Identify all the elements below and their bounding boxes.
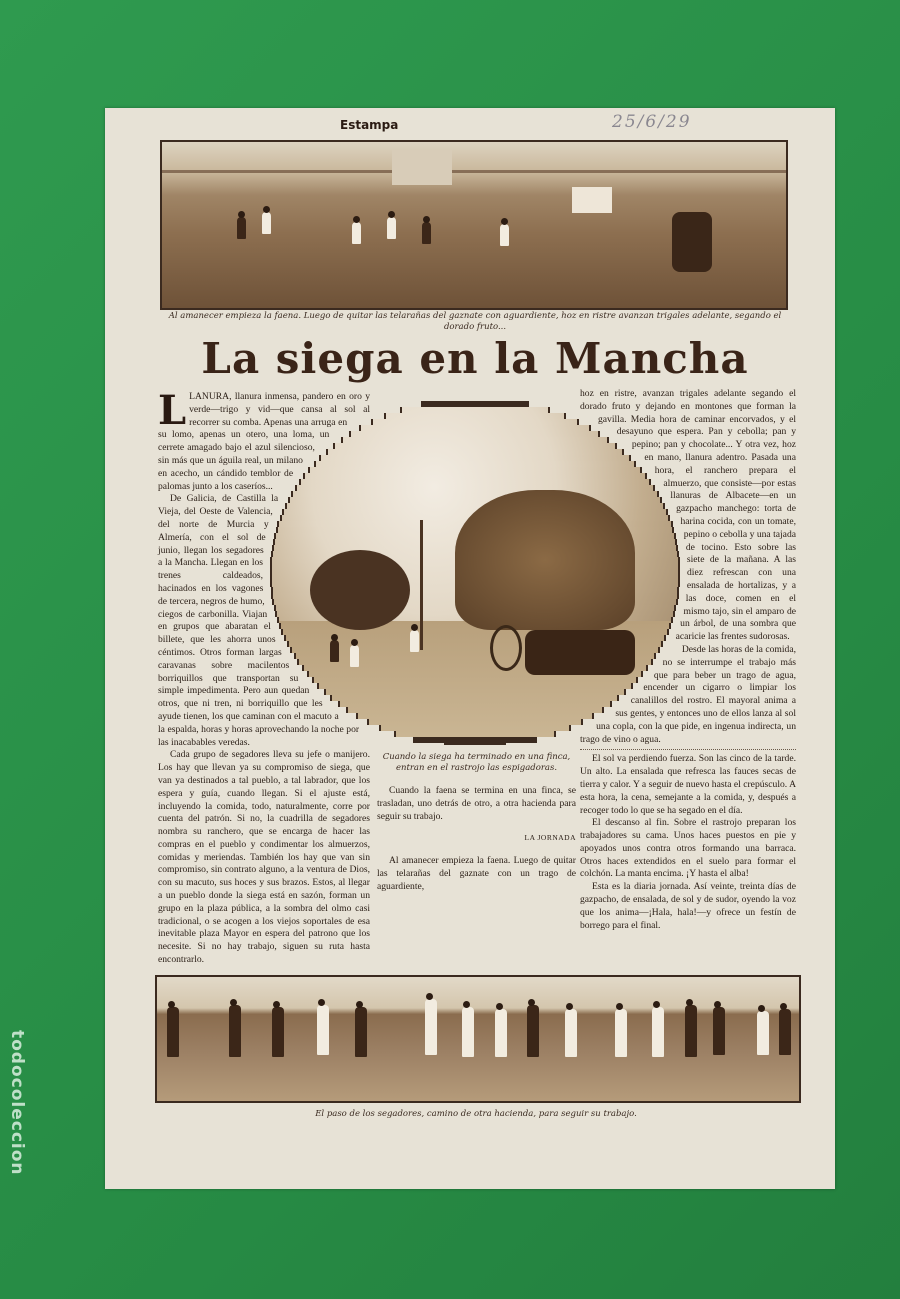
heading-block <box>160 311 790 384</box>
top-photo-caption: Al amanecer empieza la faena. Luego de quitar las telarañas del gaznate con aguardiente, hoz en ristre avanzan trigales adelante, segando el dorado fruto... <box>168 311 782 332</box>
paragraph: Cuando la faena se termina en una finca, se trasladan, uno detrás de otro, a otra hacienda para seguir su trabajo. <box>377 785 576 822</box>
section-heading: LA JORNADA <box>524 833 576 843</box>
top-photo-harvest-field <box>160 140 788 310</box>
bottom-photo-caption: El paso de los segadores, camino de otra hacienda, para seguir su trabajo. <box>315 1109 637 1119</box>
oval-photo-pole <box>420 520 423 650</box>
paragraph: LANURA, llanura inmensa, pandero en oro y verde—trigo y vid—que cansa al sol al recorrer su comba. Apenas una arruga en su lomo, apenas un otero, una loma, un cerrete amagado bajo el azul silencioso, sin más que un águila real, un milano en acecho, un cándido temblor de palomas junto a los caseríos... <box>158 391 370 492</box>
oval-photo-figure <box>350 645 359 667</box>
paragraph: El descanso al fin. Sobre el rastrojo preparan los trabajadores su cama. Unos haces puestos en pie y apoyados unos contra otros formando una barraca. Otros haces extendidos en el suelo para formar el colchón. La manta encima. ¡Y hasta el alba! <box>580 817 796 880</box>
paragraph: El sol va perdiendo fuerza. Son las cinco de la tarde. Un alto. La ensalada que refresca las fauces secas de tierra y calor. Y a seguir de nuevo hasta el crepúsculo. A esta hora, la cena, semejante a la comida, y, después a recoger todo lo que se ha segado en el día. <box>580 753 796 816</box>
oval-photo-caption: Cuando la siega ha terminado en una finca, entran en el rastrojo las espigadoras. <box>382 752 571 773</box>
oval-photo-figure <box>330 640 339 662</box>
oval-photo-figure <box>410 630 419 652</box>
center-column <box>377 752 576 894</box>
masthead: Estampa <box>340 118 399 132</box>
drop-cap: L <box>158 387 187 434</box>
paragraph: Esta es la diaria jornada. Así veinte, treinta días de gazpacho, de ensalada, de sol y de sudor, oyendo la voz que los anima—¡Hala, hala!—y ofrece un festín de borrego para el final. <box>580 881 796 931</box>
article-title: La siega en la Mancha <box>201 334 749 383</box>
bottom-photo-reapers-walking <box>155 975 801 1103</box>
oval-photo-slice <box>444 743 506 745</box>
handwritten-date: 25/6/29 <box>612 112 692 132</box>
paragraph: Desde las horas de la comida, no se interrumpe el trabajo más que para beber un trago de agua, encender un cigarro o limpiar los canalillos del rostro. El mayoral anima a sus gentes, y entonces uno de ellos lanza al sol una copla, con la que pide, en ingenua indirecta, un trago de vino o agua. <box>580 643 796 745</box>
right-column <box>580 388 796 932</box>
paragraph: hoz en ristre, avanzan trigales adelante segando el dorado fruto y dejando en montones que forman la gavilla. Media hora de caminar encorvados, y el desayuno que espera. Pan y cebolla; pan y pepino; pan y chocolate... Y otra vez, hoz en mano, llanura adentro. Pasada una hora, el ranchero prepara el almuerzo, que consiste—por estas llanuras de Albacete—en un gazpacho manchego: torta de harina cocida, con un tomate, pepino o cebolla y una tajada de tocino. Esto sobre las siete de la mañana. A las diez refrescan con una ensalada de hortalizas, y a las doce, comen en el mismo tajo, sin el amparo de un árbol, de una sombra que acaricie las frentes sudorosas. <box>580 388 796 643</box>
watermark: todocoleccion <box>7 1030 27 1176</box>
paragraph: Al amanecer empieza la faena. Luego de quitar las telarañas del gaznate con un trago de aguardiente, <box>377 855 576 892</box>
paragraph: Cada grupo de segadores lleva su jefe o manijero. Los hay que llevan ya su compromiso de siega, que van ya destinados a tal pueblo, a tal labrador, que los espera y guía, cuando llegan. Si el ajuste está, incluyendo la comida, todo, naturalmente, corre por cuenta del patrón. Si no, la cuadrilla de segadores nombra su ranchero, que se encarga de hacer las compras en el pueblo y condimentar los almuerzos, comidas y meriendas. También los hay que van sin compromiso, sin contrato alguno, a la ventura de Dios, con su macuto, sus hoces y sus brazos. Estos, al llegar a un pueblo donde la siega está en sazón, forman un grupo en la plaza pública, a la sombra del olmo casi tradicional, o se acogen a los viejos soportales de esa inevitable plaza Mayor en espera del patrono que los necesite. Si no hay trabajo, siguen su ruta hasta encontrarlo. <box>158 749 370 966</box>
oval-photo-tree <box>310 550 410 630</box>
oval-photo-wheel <box>490 625 522 671</box>
paragraph: De Galicia, de Castilla la Vieja, del Oeste de Valencia, del norte de Murcia y Almería, con el sol de junio, llegan los segadores a la Mancha. Llegan en los trenes caldeados, hacinados en los vagones de tercera, negros de humo, ciegos de carbonilla. Viajan en grupos que abaratan el billete, que les ahorra unos céntimos. Otros forman largas caravanas sobre macilentos borriquillos que transportan su simple impedimenta. Pero aun quedan otros, que ni tren, ni borriquillo que les ayude tienen, los que caminan con el macuto a la espalda, horas y horas aprovechando la noche por las inacabables veredas. <box>158 493 360 748</box>
